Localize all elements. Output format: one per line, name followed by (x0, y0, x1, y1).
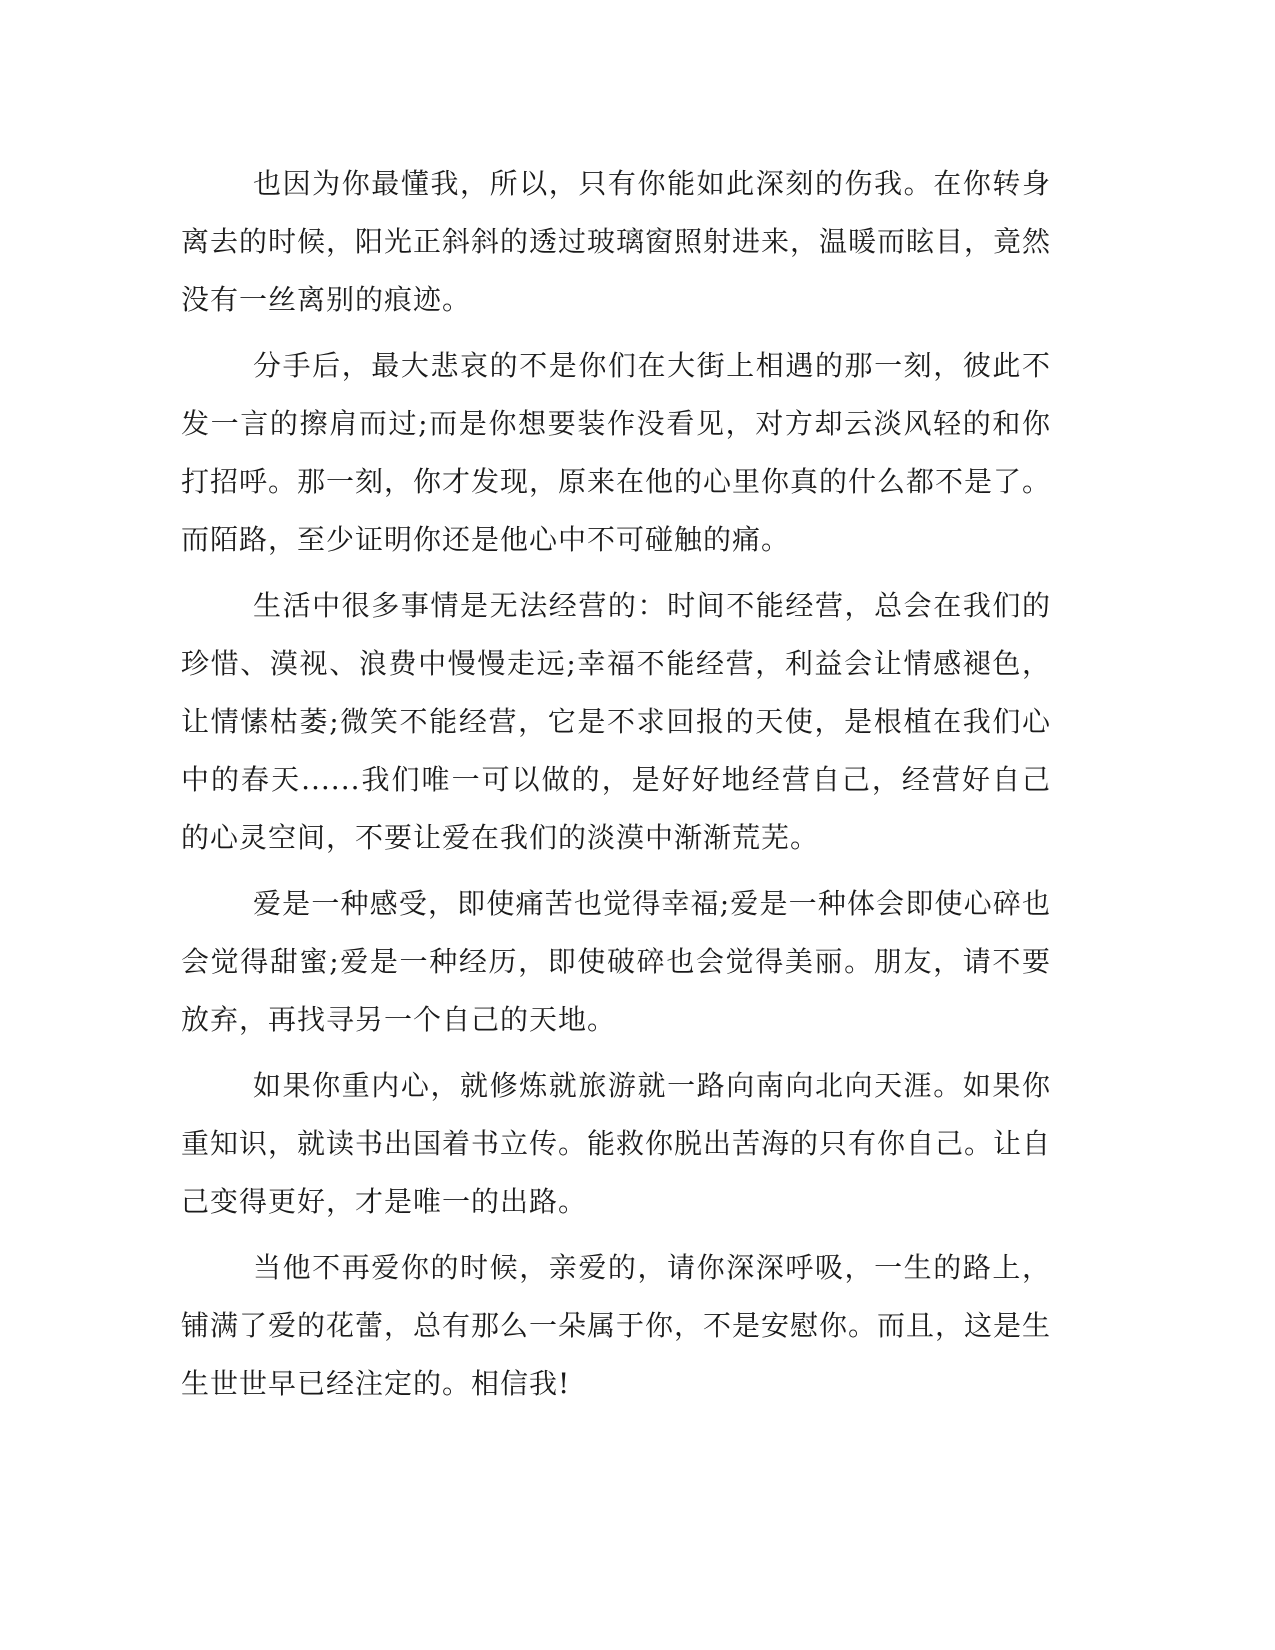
paragraph-1: 也因为你最懂我，所以，只有你能如此深刻的伤我。在你转身离去的时候，阳光正斜斜的透过玻璃窗照射进来，温暖而眩目，竟然没有一丝离别的痕迹。 (181, 167, 1052, 316)
document-body (181, 155, 1051, 1421)
paragraph-5: 如果你重内心，就修炼就旅游就一路向南向北向天涯。如果你重知识，就读书出国着书立传。能救你脱出苦海的只有你自己。让自己变得更好，才是唯一的出路。 (181, 1069, 1052, 1218)
paragraph-2: 分手后，最大悲哀的不是你们在大街上相遇的那一刻，彼此不发一言的擦肩而过;而是你想要装作没看见，对方却云淡风轻的和你打招呼。那一刻，你才发现，原来在他的心里你真的什么都不是了。而陌路，至少证明你还是他心中不可碰触的痛。 (181, 349, 1052, 556)
paragraph-3: 生活中很多事情是无法经营的：时间不能经营，总会在我们的珍惜、漠视、浪费中慢慢走远;幸福不能经营，利益会让情感褪色，让情愫枯萎;微笑不能经营，它是不求回报的天使，是根植在我们心中的春天......我们唯一可以做的，是好好地经营自己，经营好自己的心灵空间，不要让爱在我们的淡漠中渐渐荒芜。 (181, 589, 1051, 854)
paragraph-4: 爱是一种感受，即使痛苦也觉得幸福;爱是一种体会即使心碎也会觉得甜蜜;爱是一种经历，即使破碎也会觉得美丽。朋友，请不要放弃，再找寻另一个自己的天地。 (181, 887, 1051, 1036)
paragraph-6: 当他不再爱你的时候，亲爱的，请你深深呼吸，一生的路上，铺满了爱的花蕾，总有那么一朵属于你，不是安慰你。而且，这是生生世世早已经注定的。相信我! (181, 1251, 1052, 1400)
